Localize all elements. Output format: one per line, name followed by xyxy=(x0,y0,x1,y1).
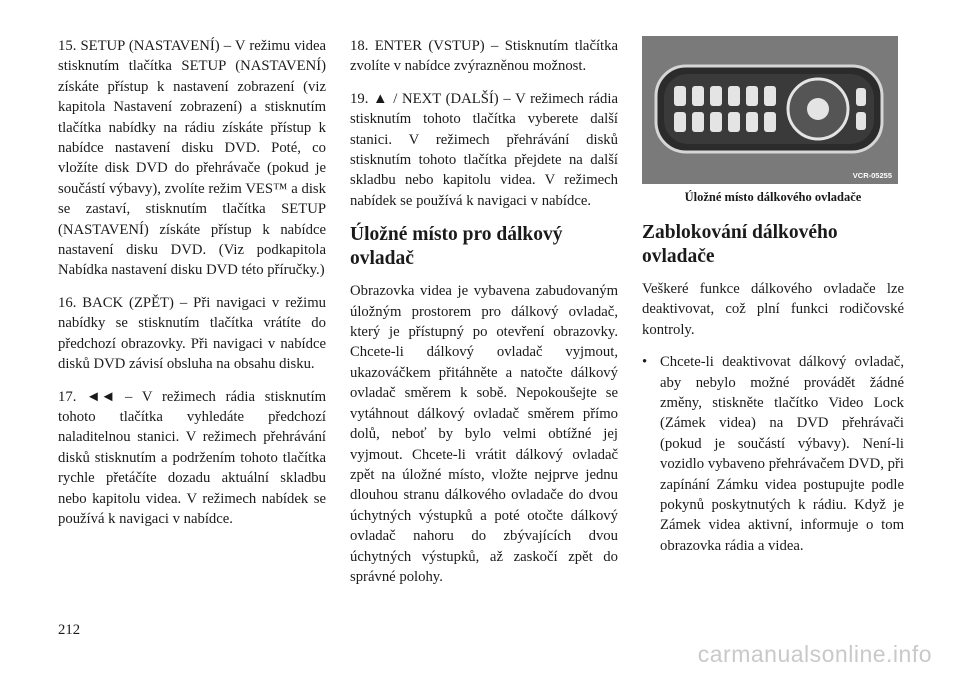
lock-intro-paragraph: Veškeré funkce dálkového ovladače lze deaktivovat, což plní funkci rodičovské kontroly. xyxy=(642,281,904,338)
remote-control-illustration xyxy=(642,36,898,184)
figure-caption: Úložné místo dálkového ovladače xyxy=(684,190,862,204)
next-paragraph: 19. ▲ / NEXT (DALŠÍ) – V režimech rádia stisknutím tohoto tlačítka vyberete další stanici. V režimech přehrávání disků stisknutím tohoto tlačítka přejdete na další skladbu nebo kapitolu videa. V režimech nabídek se používá k navigaci v nabídce. xyxy=(350,90,618,209)
figure-code: VCR-05255 xyxy=(852,171,892,180)
watermark: carmanualsonline.info xyxy=(697,641,932,667)
storage-paragraph: Obrazovka videa je vybavena zabudovaným úložným prostorem pro dálkový ovladač, který je přístupný po otevření obrazovky. Chcete-li dálkový ovladač vyjmout, ukazováčkem přitáhněte a natočte dálkový ovladač směrem k sobě. Nepokoušejte se vytáhnout dálkový ovladač směrem přímo dolů, neboť by bylo velmi obtížné jej vyjmout. Chcete-li vrátit dálkový ovladač zpět na úložné místo, vložte nejprve jednu dlouhou stranu dálkového ovladače do dvou úchytných výstupků a poté otočte dálkový ovladač nahoru do zbývajících dvou úchytných výstupků, až zaskočí zpět do správné polohy. xyxy=(350,283,618,585)
storage-heading: Úložné místo pro dálkový ovladač xyxy=(350,224,563,270)
column-right xyxy=(642,36,904,568)
bullet-mark: • xyxy=(642,354,648,371)
column-middle xyxy=(350,36,618,599)
page-number: 212 xyxy=(58,622,81,638)
lock-heading: Zablokování dálkového ovladače xyxy=(642,222,838,267)
lock-bullet-item xyxy=(642,352,904,568)
setup-paragraph: 15. SETUP (NASTAVENÍ) – V režimu videa stisknutím tlačítka SETUP (NASTAVENÍ) získáte přístup k nastavení zobrazení (viz kapitola Nastavení zobrazení) a stisknutím tlačítka nabídky na rádiu získáte přístup k nabídce nastavení disku DVD. Poté, co vložíte disk DVD do přehrávače (pokud je součástí výbavy), zvolíte režim VES™ a disk se zastaví, stisknutím tlačítka SETUP (NASTAVENÍ) získáte přístup k nabídce nastavení disku DVD. (Viz podkapitola Nabídka nastavení disku DVD této příručky.) xyxy=(58,38,326,279)
remote-storage-figure xyxy=(642,36,898,184)
enter-paragraph: 18. ENTER (VSTUP) – Stisknutím tlačítka zvolíte v nabídce zvýrazněnou možnost. xyxy=(350,38,618,75)
column-left xyxy=(58,36,326,541)
lock-bullet-text: Chcete-li deaktivovat dálkový ovladač, aby nebylo možné provádět žádné změny, stiskněte tlačítko Video Lock (Zámek videa) na DVD přehrávači (pokud je součástí výbavy). Není-li vozidlo vybaveno přehrávačem DVD, při zapínání Zámku videa postupujte podle pokynů poskytnutých k rádiu. Když je Zámek videa aktivní, informuje o tom obrazovka rádia a videa. xyxy=(660,354,904,554)
back-paragraph: 16. BACK (ZPĚT) – Při navigaci v režimu nabídky se stisknutím tlačítka vrátíte do předchozí obrazovky. Při navigaci v nabídce disků DVD závisí obsluha na obsahu disku. xyxy=(58,294,326,373)
rewind-paragraph: 17. ◄◄ – V režimech rádia stisknutím tohoto tlačítka vyhledáte předchozí naladitelnou stanici. V režimech přehrávání disků stisknutím a podržením tohoto tlačítka rychle přetáčíte dozadu aktuální skladbu nebo kapitolu videa. V režimech nabídek se používá k navigaci v nabídce. xyxy=(58,388,326,527)
